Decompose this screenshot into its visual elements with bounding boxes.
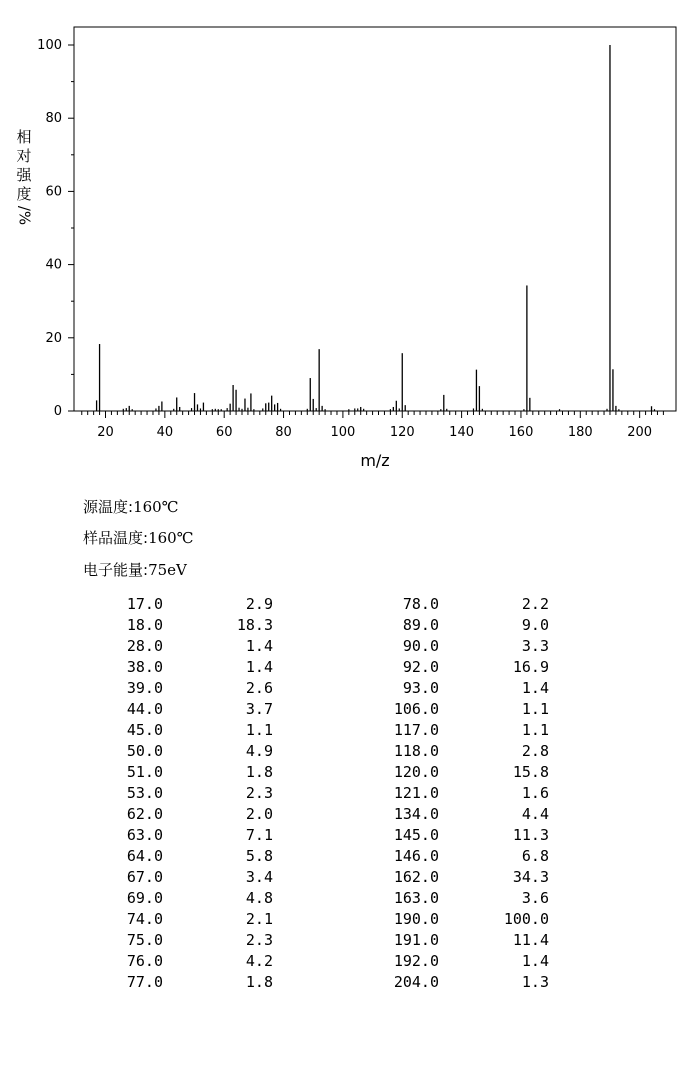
source-temperature-value: 160℃ <box>133 498 179 516</box>
spectrum-peaks <box>97 45 655 411</box>
peak-row <box>103 888 273 909</box>
source-temperature <box>83 496 178 517</box>
peak-row <box>103 657 273 678</box>
peak-intensity: 2.3 <box>245 784 273 802</box>
peak-mz: 191.0 <box>393 931 439 949</box>
peak-row <box>103 741 273 762</box>
peak-mz: 45.0 <box>126 721 163 739</box>
peak-intensity: 3.4 <box>245 868 273 886</box>
peak-intensity: 3.7 <box>245 700 273 718</box>
peak-intensity: 11.4 <box>512 931 549 949</box>
peak-mz: 28.0 <box>126 637 163 655</box>
peak-mz: 44.0 <box>126 700 163 718</box>
peak-mz: 121.0 <box>393 784 439 802</box>
peak-mz: 53.0 <box>126 784 163 802</box>
peak-intensity: 11.3 <box>512 826 549 844</box>
peak-row <box>103 594 273 615</box>
peak-mz: 38.0 <box>126 658 163 676</box>
x-tick-label: 40 <box>156 425 174 440</box>
peak-mz: 18.0 <box>126 616 163 634</box>
peak-intensity: 16.9 <box>512 658 549 676</box>
peak-intensity: 4.4 <box>521 805 549 823</box>
peak-row <box>103 951 273 972</box>
peak-mz: 190.0 <box>393 910 439 928</box>
peak-intensity: 1.1 <box>521 721 549 739</box>
peak-mz: 93.0 <box>402 679 439 697</box>
peak-row <box>379 783 549 804</box>
peak-row <box>103 825 273 846</box>
peak-row <box>103 720 273 741</box>
y-tick-label: 80 <box>45 111 62 127</box>
y-axis-label-char: 相 <box>16 128 32 146</box>
peak-intensity: 2.8 <box>521 742 549 760</box>
peak-mz: 75.0 <box>126 931 163 949</box>
peak-mz: 120.0 <box>393 763 439 781</box>
peak-mz: 67.0 <box>126 868 163 886</box>
y-tick-label: 20 <box>45 330 62 346</box>
peak-intensity: 2.1 <box>245 910 273 928</box>
peak-table-right <box>379 594 549 993</box>
peak-mz: 39.0 <box>126 679 163 697</box>
peak-row <box>379 888 549 909</box>
peak-row <box>379 762 549 783</box>
peak-row <box>103 615 273 636</box>
y-axis <box>37 38 74 419</box>
x-tick-label: 60 <box>215 425 233 440</box>
peak-row <box>103 846 273 867</box>
peak-intensity: 3.3 <box>521 637 549 655</box>
peak-row <box>379 972 549 993</box>
x-tick-label: 160 <box>508 425 534 440</box>
peak-mz: 90.0 <box>402 637 439 655</box>
peak-intensity: 7.1 <box>245 826 273 844</box>
peak-mz: 69.0 <box>126 889 163 907</box>
x-tick-label: 120 <box>389 425 415 440</box>
peak-mz: 134.0 <box>393 805 439 823</box>
peak-intensity: 1.8 <box>245 973 273 991</box>
peak-mz: 78.0 <box>402 595 439 613</box>
peak-intensity: 2.3 <box>245 931 273 949</box>
peak-mz: 63.0 <box>126 826 163 844</box>
peak-mz: 76.0 <box>126 952 163 970</box>
electron-energy-label: 电子能量: <box>83 561 149 579</box>
peak-intensity: 15.8 <box>512 763 549 781</box>
peak-row <box>103 783 273 804</box>
peak-row <box>103 678 273 699</box>
mass-spectrum-chart <box>0 0 687 480</box>
peak-intensity: 1.3 <box>521 973 549 991</box>
peak-mz: 106.0 <box>393 700 439 718</box>
peak-row <box>103 909 273 930</box>
electron-energy-value: 75eV <box>148 561 187 579</box>
sample-temperature <box>83 527 193 548</box>
peak-row <box>103 867 273 888</box>
sample-temperature-label: 样品温度: <box>83 529 149 547</box>
peak-mz: 62.0 <box>126 805 163 823</box>
peak-intensity: 6.8 <box>521 847 549 865</box>
source-temperature-label: 源温度: <box>83 498 134 516</box>
peak-intensity: 1.4 <box>245 658 273 676</box>
peak-row <box>379 930 549 951</box>
x-axis-label: m/z <box>360 451 390 470</box>
y-tick-label: 60 <box>45 184 62 200</box>
peak-intensity: 5.8 <box>245 847 273 865</box>
peak-mz: 162.0 <box>393 868 439 886</box>
plot-frame <box>74 27 676 411</box>
x-axis <box>82 411 664 440</box>
peak-mz: 77.0 <box>126 973 163 991</box>
peak-row <box>379 951 549 972</box>
peak-mz: 51.0 <box>126 763 163 781</box>
peak-intensity: 34.3 <box>512 868 549 886</box>
peak-intensity: 2.9 <box>245 595 273 613</box>
peak-intensity: 2.0 <box>245 805 273 823</box>
y-tick-label: 40 <box>45 257 62 273</box>
peak-intensity: 4.8 <box>245 889 273 907</box>
y-axis-label <box>14 128 34 225</box>
peak-mz: 17.0 <box>126 595 163 613</box>
peak-mz: 64.0 <box>126 847 163 865</box>
y-axis-label-char: 对 <box>16 147 32 165</box>
peak-table-left <box>103 594 273 993</box>
peak-mz: 145.0 <box>393 826 439 844</box>
peak-intensity: 100.0 <box>503 910 549 928</box>
peak-row <box>103 930 273 951</box>
peak-row <box>379 846 549 867</box>
y-tick-label: 0 <box>53 404 62 419</box>
y-tick-label: 100 <box>37 38 62 53</box>
peak-intensity: 2.6 <box>245 679 273 697</box>
peak-row <box>103 636 273 657</box>
peak-intensity: 1.4 <box>521 679 549 697</box>
peak-row <box>379 720 549 741</box>
x-tick-label: 180 <box>567 425 593 440</box>
peak-intensity: 1.4 <box>521 952 549 970</box>
peak-mz: 118.0 <box>393 742 439 760</box>
electron-energy <box>83 559 187 580</box>
peak-intensity: 1.1 <box>245 721 273 739</box>
peak-row <box>379 867 549 888</box>
peak-intensity: 18.3 <box>236 616 273 634</box>
peak-intensity: 1.4 <box>245 637 273 655</box>
y-axis-label-char: 度 <box>16 185 32 203</box>
peak-intensity: 3.6 <box>521 889 549 907</box>
peak-row <box>379 909 549 930</box>
peak-row <box>379 804 549 825</box>
peak-mz: 50.0 <box>126 742 163 760</box>
peak-row <box>379 615 549 636</box>
peak-intensity: 1.6 <box>521 784 549 802</box>
peak-intensity: 4.9 <box>245 742 273 760</box>
peak-row <box>379 825 549 846</box>
y-axis-label-unit: /% <box>15 205 34 226</box>
peak-row <box>103 699 273 720</box>
peak-mz: 92.0 <box>402 658 439 676</box>
x-tick-label: 140 <box>449 425 475 440</box>
peak-intensity: 2.2 <box>521 595 549 613</box>
peak-intensity: 4.2 <box>245 952 273 970</box>
peak-row <box>379 636 549 657</box>
peak-row <box>379 699 549 720</box>
peak-mz: 117.0 <box>393 721 439 739</box>
peak-intensity: 9.0 <box>521 616 549 634</box>
peak-mz: 146.0 <box>393 847 439 865</box>
peak-row <box>103 762 273 783</box>
peak-mz: 89.0 <box>402 616 439 634</box>
peak-mz: 204.0 <box>393 973 439 991</box>
peak-row <box>103 804 273 825</box>
peak-mz: 192.0 <box>393 952 439 970</box>
x-tick-label: 20 <box>97 425 114 440</box>
peak-mz: 74.0 <box>126 910 163 928</box>
x-tick-label: 80 <box>275 425 292 440</box>
x-tick-label: 100 <box>330 425 356 440</box>
peak-mz: 163.0 <box>393 889 439 907</box>
sample-temperature-value: 160℃ <box>148 529 194 547</box>
x-tick-label: 200 <box>627 425 653 440</box>
peak-intensity: 1.1 <box>521 700 549 718</box>
peak-row <box>379 657 549 678</box>
y-axis-label-char: 强 <box>16 166 32 184</box>
peak-row <box>379 678 549 699</box>
peak-row <box>379 594 549 615</box>
peak-intensity: 1.8 <box>245 763 273 781</box>
peak-row <box>103 972 273 993</box>
peak-row <box>379 741 549 762</box>
